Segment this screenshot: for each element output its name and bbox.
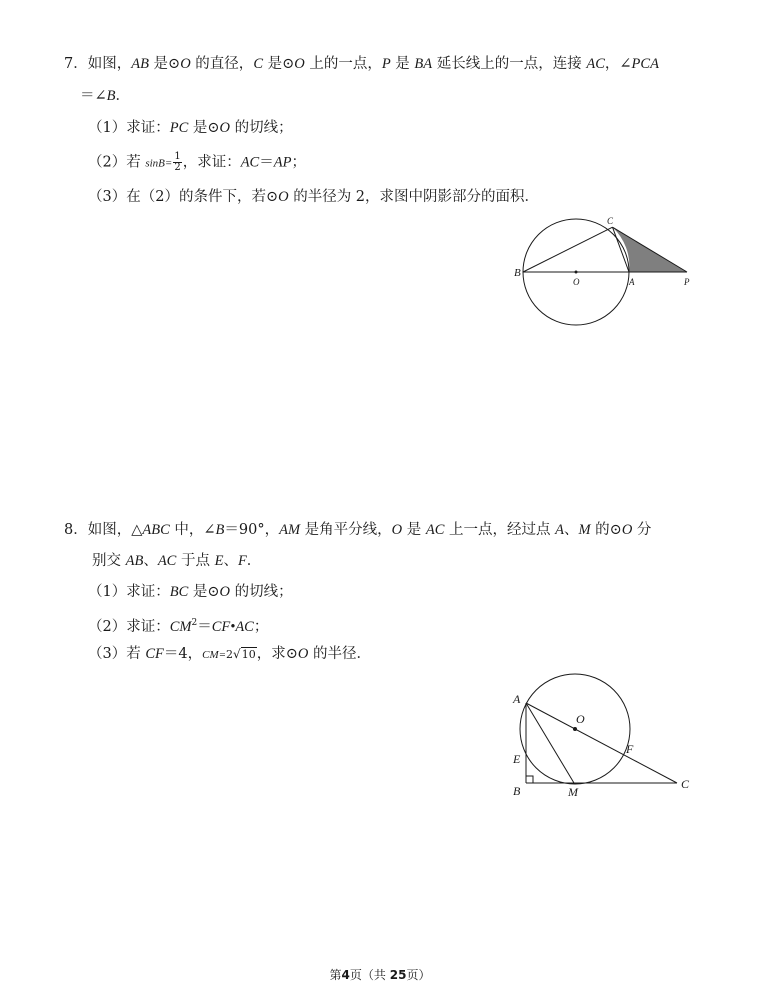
q7-stem-line1: 7．如图，AB 是⊙O 的直径，C 是⊙O 上的一点，P 是 BA 延长线上的一点，连接 AC，∠PCA (64, 56, 659, 72)
q8-stem-line2: 别交 AB、AC 于点 E、F． (92, 553, 262, 569)
q8-number: 8． (64, 522, 88, 538)
q8-part1: （1）求证：BC 是⊙O 的切线； (88, 584, 293, 600)
q8-label-O: O (576, 712, 585, 726)
q8-label-C: C (681, 777, 690, 791)
q8-right-angle-mark (526, 776, 533, 783)
q7-stem-line2: ＝∠B． (80, 88, 131, 104)
q7-center-dot (575, 271, 578, 274)
q8-part3: （3）若 CF＝4，CM=2√10，求⊙O 的半径． (88, 646, 371, 662)
q7-label-A: A (629, 277, 635, 287)
q8-stem-line1: 8．如图，△ABC 中，∠B＝90°，AM 是角平分线，O 是 AC 上一点，经过点 A、M 的⊙O 分 (64, 522, 652, 538)
q8-center-dot (573, 727, 577, 731)
q8-label-B: B (513, 784, 521, 798)
q8-line-AM (526, 703, 574, 783)
q7-part1: （1）求证：PC 是⊙O 的切线； (88, 120, 293, 136)
q7-number: 7． (64, 56, 88, 72)
q7-label-C: C (607, 216, 614, 226)
q8-figure (505, 670, 705, 805)
q7-label-P: P (684, 277, 690, 287)
q8-label-F: F (626, 742, 634, 756)
q7-part3: （3）在（2）的条件下，若⊙O 的半径为 2，求图中阴影部分的面积． (88, 189, 540, 205)
q7-label-O: O (573, 277, 580, 287)
q7-line-BC (523, 227, 613, 272)
q8-label-E: E (513, 752, 521, 766)
page-footer: 第4页（共 25页） (329, 968, 431, 982)
q8-part2: （2）求证：$CM^2=CF•AC$； (88, 618, 269, 635)
q7-part2: （2）若 sinB= $\frac{1}{2}$ ，求证：AC＝AP； (88, 151, 306, 173)
q8-label-M: M (568, 785, 578, 799)
fraction-one-half: $\frac{1}{2}$ (174, 151, 181, 173)
q7-figure (505, 210, 705, 335)
q8-line-AC (526, 703, 677, 783)
q7-label-B: B (514, 267, 521, 279)
q8-label-A: A (513, 692, 521, 706)
